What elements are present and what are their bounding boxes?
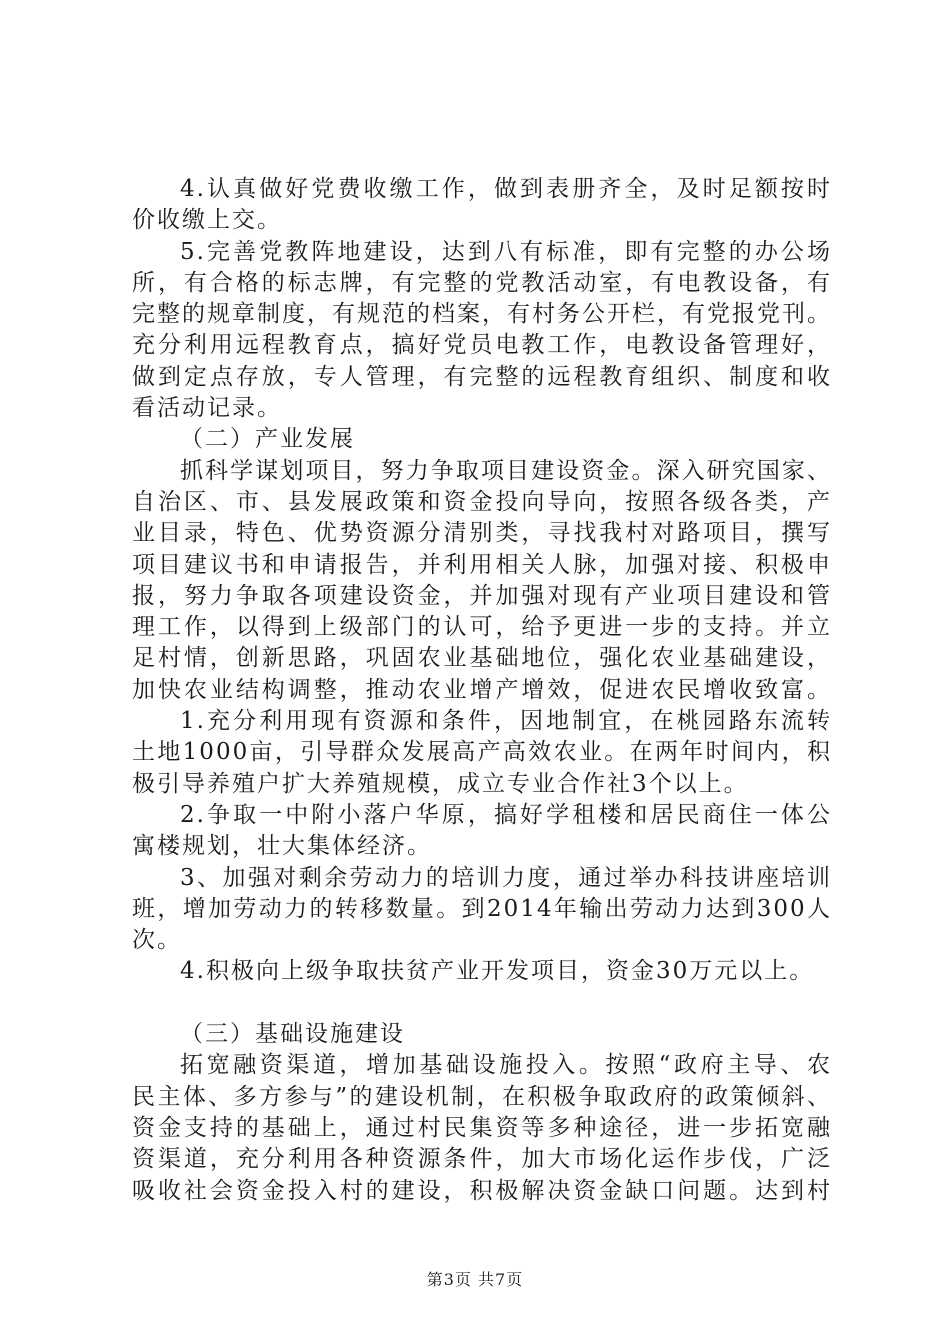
paragraph-line: 业目录，特色、优势资源分清别类，寻找我村对路项目，撰写	[132, 520, 832, 547]
paragraph-line: 寓楼规划，壮大集体经济。	[132, 833, 432, 860]
paragraph-line: 次。	[132, 927, 182, 954]
paragraph-line: 资金支持的基础上，通过村民集资等多种途径，进一步拓宽融	[132, 1114, 832, 1141]
paragraph-line: 班，增加劳动力的转移数量。到2014年输出劳动力达到300人	[132, 895, 832, 922]
paragraph-line: 看活动记录。	[132, 395, 282, 422]
paragraph-line: 完整的规章制度，有规范的档案，有村务公开栏，有党报党刊。	[132, 301, 832, 328]
paragraph-line: 报，努力争取各项建设资金，并加强对现有产业项目建设和管	[132, 582, 832, 609]
section-heading: （三）基础设施建设	[180, 1021, 405, 1048]
paragraph-line: 项目建议书和申请报告，并利用相关人脉，加强对接、积极申	[132, 551, 832, 578]
section-heading: （二）产业发展	[180, 426, 355, 453]
paragraph-line: 所，有合格的标志牌，有完整的党教活动室，有电教设备，有	[132, 269, 832, 296]
paragraph-line: 价收缴上交。	[132, 207, 282, 234]
paragraph-line: 极引导养殖户扩大养殖规模，成立专业合作社3个以上。	[132, 770, 749, 797]
paragraph-line: 吸收社会资金投入村的建设，积极解决资金缺口问题。达到村	[132, 1177, 832, 1204]
paragraph-line: 加快农业结构调整，推动农业增产增效，促进农民增收致富。	[132, 676, 832, 703]
paragraph-line: 充分利用远程教育点，搞好党员电教工作，电教设备管理好，	[132, 332, 832, 359]
paragraph-line: 做到定点存放，专人管理，有完整的远程教育组织、制度和收	[132, 363, 832, 390]
paragraph-line: 3、加强对剩余劳动力的培训力度，通过举办科技讲座培训	[180, 864, 832, 891]
paragraph-line: 2.争取一中附小落户华原，搞好学租楼和居民商住一体公	[180, 801, 832, 828]
document-body	[132, 174, 832, 1207]
paragraph-line: 拓宽融资渠道，增加基础设施投入。按照“政府主导、农	[180, 1052, 832, 1079]
paragraph-line: 自治区、市、县发展政策和资金投向导向，按照各级各类，产	[132, 488, 832, 515]
paragraph-line: 4.积极向上级争取扶贫产业开发项目，资金30万元以上。	[180, 958, 815, 985]
paragraph-line: 理工作，以得到上级部门的认可，给予更进一步的支持。并立	[132, 614, 832, 641]
paragraph-line: 5.完善党教阵地建设，达到八有标准，即有完整的办公场	[180, 238, 832, 265]
paragraph-line: 民主体、多方参与”的建设机制，在积极争取政府的政策倾斜、	[132, 1083, 832, 1110]
paragraph-line: 资渠道，充分利用各种资源条件，加大市场化运作步伐，广泛	[132, 1146, 832, 1173]
paragraph-line: 土地1000亩，引导群众发展高产高效农业。在两年时间内，积	[132, 739, 832, 766]
page-number: 第3页 共7页	[426, 1270, 524, 1289]
paragraph-line: 抓科学谋划项目，努力争取项目建设资金。深入研究国家、	[180, 457, 832, 484]
paragraph-line: 1.充分利用现有资源和条件，因地制宜，在桃园路东流转	[180, 708, 832, 735]
blank-line	[132, 988, 832, 1019]
paragraph-line: 4.认真做好党费收缴工作，做到表册齐全，及时足额按时	[180, 176, 832, 202]
paragraph-line: 足村情，创新思路，巩固农业基础地位，强化农业基础建设，	[132, 645, 832, 672]
